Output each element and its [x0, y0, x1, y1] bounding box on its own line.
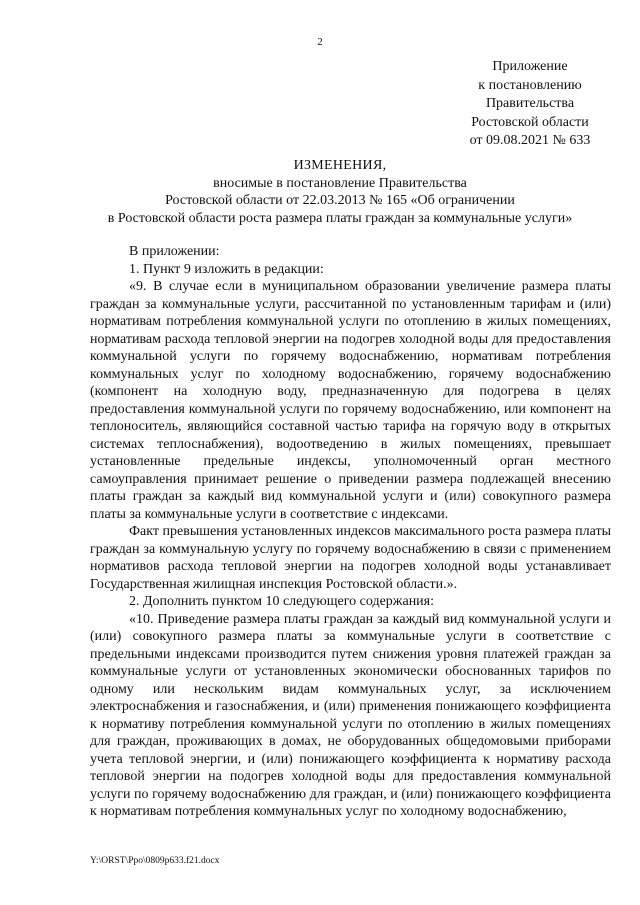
heading-line: вносимые в постановление Правительства — [213, 175, 467, 191]
annex-line: Ростовской области — [471, 114, 589, 130]
annex-line: от 09.08.2021 № 633 — [469, 133, 591, 148]
body-paragraph: «9. В случае если в муниципальном образовании увеличение размера платы граждан за коммунальные услуги, рассчитанной по установленным тарифам и (или) нормативам потребления коммунальной услуги по отоплению в жилых помещениях, нормативам расхода тепловой энергии на подогрев холодной воды для предоставления коммунальной услуги по горячему водоснабжению, нормативам потребления коммунальных услуг по холодному водоснабжению, горячему водоснабжению (компонент на холодную воду, предназначенную для подогрева в целях предоставления коммунальной услуги по горячему водоснабжению, или компонент на теплоноситель, являющийся составной частью тарифа на горячую воду в открытых системах теплоснабжения), водоотведению в жилых помещениях, превышает установленные предельные индексы, уполномоченный орган местного самоуправления принимает решение о приведении размера подлежащей внесению платы граждан за каждый вид коммунальной услуги и (или) совокупного размера платы за коммунальные услуги в соответствие с индексами. — [90, 279, 611, 522]
annex-line: Правительства — [485, 96, 575, 111]
body-paragraph: 1. Пункт 9 изложить в редакции: — [129, 261, 324, 277]
heading-line: в Ростовской области роста размера платы граждан за коммунальные услуги» — [107, 210, 573, 226]
body-paragraph: «10. Приведение размера платы граждан за каждый вид коммунальной услуги и (или) совокупного размера платы за коммунальные услуги в соответствие с предельными индексами производится путем снижения уровня платежей граждан за коммунальные услуги от установленных экономически обоснованных тарифов по одному или нескольким видам коммунальных услуг, за исключением электроснабжения и газоснабжения, и (или) применения понижающего коэффициента к нормативу потребления коммунальной услуги по отоплению в жилых помещениях для граждан, проживающих в домах, не оборудованных общедомовыми приборами учета тепловой энергии, и (или) понижающего коэффициента к нормативу расхода тепловой энергии на подогрев холодной воды для предоставления коммунальной услуги по горячему водоснабжению для граждан, и (или) понижающего коэффициента к нормативам потребления коммунальных услуг по холодному водоснабжению, — [90, 611, 611, 819]
body-paragraph: В приложении: — [129, 244, 220, 259]
file-path-footer: Y:\ORST\Ppo\0809p633.f21.docx — [90, 856, 220, 866]
annex-block — [430, 58, 630, 151]
document-body — [90, 243, 611, 821]
annex-line: к постановлению — [478, 77, 582, 93]
document-title: ИЗМЕНЕНИЯ, — [293, 158, 387, 173]
heading-line: Ростовской области от 22.03.2013 № 165 «Об ограничении — [165, 193, 515, 208]
body-paragraph: Факт превышения установленных индексов максимального роста размера платы граждан за коммунальную услугу по горячему водоснабжению в связи с применением нормативов расхода тепловой энергии на подогрев холодной воды устанавливает Государственная жилищная инспекция Ростовской области.». — [90, 524, 611, 592]
annex-line: Приложение — [492, 59, 568, 74]
document-heading — [80, 157, 600, 227]
page-number: 2 — [317, 36, 323, 48]
body-paragraph: 2. Дополнить пунктом 10 следующего содержания: — [129, 594, 435, 609]
